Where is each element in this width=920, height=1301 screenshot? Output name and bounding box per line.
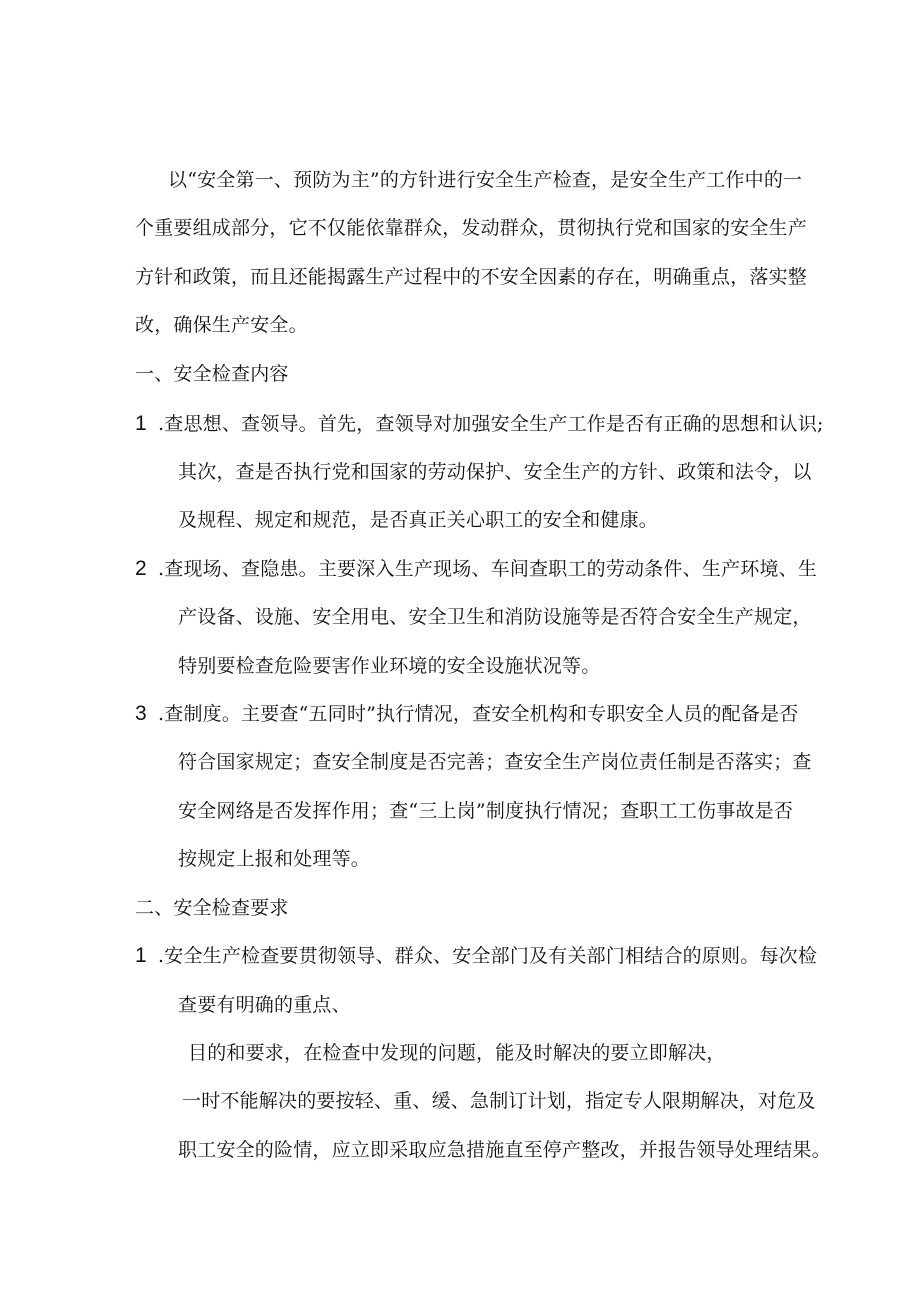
intro-line-2: 个重要组成部分，它不仅能依靠群众，发动群众，贯彻执行党和国家的安全生产 [135, 217, 808, 239]
list-item-number [135, 557, 147, 581]
list-item-number [135, 702, 147, 726]
list-item-line: 查要有明确的重点、 [178, 994, 351, 1016]
item-number: 1 [135, 412, 147, 435]
list-item-line: 产设备、设施、安全用电、安全卫生和消防设施等是否符合安全生产规定， [178, 606, 812, 628]
list-item-number [135, 412, 147, 436]
list-item-line: .查制度。主要查“五同时”执行情况，查安全机构和专职安全人员的配备是否 [158, 703, 799, 725]
list-item-line: 目的和要求，在检查中发现的问题，能及时解决的要立即解决， [188, 1042, 726, 1064]
list-item-line: 安全网络是否发挥作用；查“三上岗”制度执行情况；查职工工伤事故是否 [178, 800, 794, 822]
list-item-line: 一时不能解决的要按轻、重、缓、急制订计划，指定专人限期解决，对危及 [182, 1090, 816, 1112]
list-item-line: 符合国家规定；查安全制度是否完善；查安全生产岗位责任制是否落实；查 [178, 751, 812, 773]
item-number: 1 [135, 944, 147, 967]
list-item-line: 其次，查是否执行党和国家的劳动保护、安全生产的方针、政策和法令，以 [178, 461, 812, 483]
section-heading-content: 一、安全检查内容 [135, 363, 289, 385]
list-item-line: 特别要检查危险要害作业环境的安全设施状况等。 [178, 655, 601, 677]
section-heading-requirements: 二、安全检查要求 [135, 897, 289, 919]
list-item-number [135, 944, 147, 968]
list-item-line: 及规程、规定和规范，是否真正关心职工的安全和健康。 [178, 509, 659, 531]
item-number: 2 [135, 557, 147, 580]
intro-line-1: 以“安全第一、预防为主”的方针进行安全生产检查，是安全生产工作中的一 [168, 169, 803, 191]
intro-line-4: 改，确保生产安全。 [135, 314, 308, 336]
intro-line-3: 方针和政策，而且还能揭露生产过程中的不安全因素的存在，明确重点，落实整 [135, 266, 808, 288]
list-item-line: .查现场、查隐患。主要深入生产现场、车间查职工的劳动条件、生产环境、生 [158, 558, 818, 580]
list-item-line: .安全生产检查要贯彻领导、群众、安全部门及有关部门相结合的原则。每次检 [158, 945, 818, 967]
list-item-line: 按规定上报和处理等。 [178, 848, 371, 870]
item-number: 3 [135, 702, 147, 725]
list-item-line: 职工安全的险情，应立即采取应急措施直至停产整改，并报告领导处理结果。 [178, 1139, 831, 1161]
list-item-line: .查思想、查领导。首先，查领导对加强安全生产工作是否有正确的思想和认识; [158, 413, 824, 435]
